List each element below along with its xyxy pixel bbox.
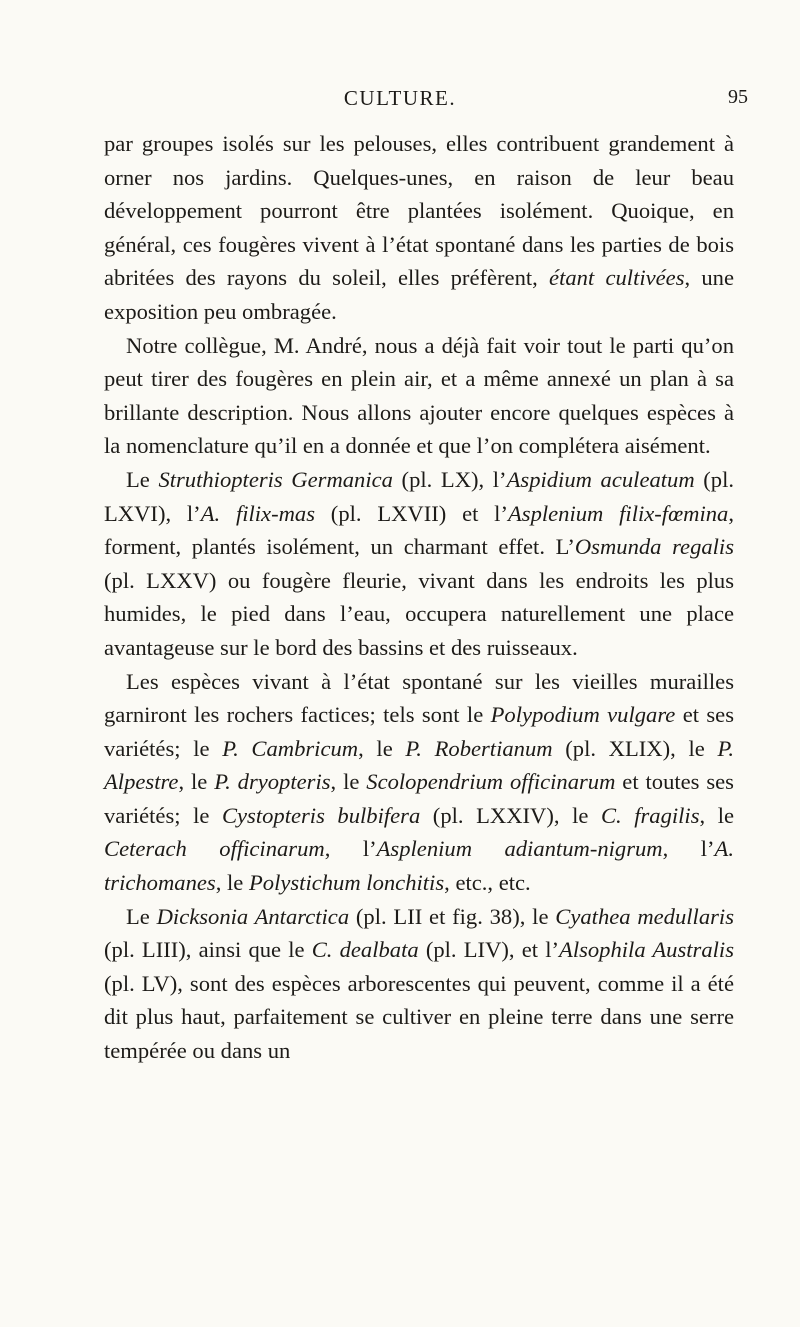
paragraph	[104, 900, 734, 1068]
text-run: , le	[330, 769, 367, 795]
italic-term: Dicksonia Antarctica	[156, 903, 350, 929]
italic-term: Alsophila Australis	[559, 937, 734, 963]
text-run: (pl. LIII), ainsi que le	[104, 937, 312, 963]
italic-term: Ceterach officinarum	[104, 836, 325, 862]
text-run: , le	[178, 769, 215, 795]
text-run: , une exposition peu ombragée.	[104, 265, 735, 324]
text-run: (pl. LXVI), l’	[104, 466, 735, 526]
running-title: CULTURE.	[343, 86, 457, 110]
italic-term: C. fragilis	[600, 802, 700, 828]
text-run: , le	[699, 802, 735, 828]
text-run: par groupes isolés sur les pelouses, elles contribuent grandement à orner nos jardins. Quelques-unes, en raison de leur beau développement pourront être plantées isolément. Quoique, en général, ces fougères vivent à l’état spontané dans les parties de bois abritées des rayons du soleil, elles préfèrent,	[104, 131, 734, 291]
text-run: et toutes ses variétés; le	[104, 769, 734, 828]
italic-term: P. dryopteris	[214, 769, 331, 795]
text-run: , forment, plantés isolément, un charmant effet. L’	[104, 500, 734, 560]
italic-term: étant cultivées	[549, 265, 685, 291]
italic-term: P. Alpestre	[104, 735, 734, 795]
text-run: , le	[358, 735, 406, 761]
italic-term: Osmunda regalis	[574, 534, 735, 560]
italic-term: Asplenium filix-fœmina	[507, 500, 729, 526]
paragraph	[104, 127, 734, 329]
text-run: Les espèces vivant à l’état spontané sur les vieilles murailles garniront les rochers factices; tels sont le	[104, 668, 734, 728]
italic-term: Polystichum lonchitis	[248, 870, 445, 896]
paragraph	[104, 665, 734, 900]
running-head	[0, 86, 800, 116]
page-number: 95	[728, 86, 748, 108]
italic-term: Scolopendrium officinarum	[366, 769, 616, 795]
text-run: Le	[126, 466, 159, 492]
text-run: , l’	[662, 836, 715, 862]
text-run: (pl. LII et fig. 38), le	[349, 903, 556, 929]
italic-term: Struthiopteris Germanica	[158, 466, 393, 492]
text-run: (pl. LXXV) ou fougère fleurie, vivant dans les endroits les plus humides, le pied dans l’eau, occupera naturellement une place avantageuse sur le bord des bassins et des ruisseaux.	[104, 567, 734, 660]
text-run: (pl. LXVII) et l’	[315, 500, 508, 526]
italic-term: Cystopteris bulbifera	[221, 802, 421, 828]
italic-term: A. filix-mas	[200, 500, 316, 526]
body-text	[104, 127, 734, 1068]
text-run: , l’	[324, 836, 377, 862]
text-run: , le	[215, 870, 249, 896]
text-run: (pl. LXXIV), le	[420, 802, 601, 828]
text-run: (pl. XLIX), le	[552, 735, 718, 761]
paragraph	[104, 463, 734, 665]
italic-term: A. trichomanes	[104, 836, 734, 896]
text-run: , etc., etc.	[444, 870, 531, 896]
text-run: Notre collègue, M. André, nous a déjà fait voir tout le parti qu’on peut tirer des fougères en plein air, et a même annexé un plan à sa brillante description. Nous allons ajouter encore quelques espèces à la nomenclature qu’il en a donnée et que l’on complétera aisément.	[104, 332, 734, 459]
text-run: (pl. LIV), et l’	[418, 937, 560, 963]
text-run: et ses variétés; le	[104, 702, 734, 761]
text-run: (pl. LV), sont des espèces arborescentes qui peuvent, comme il a été dit plus haut, parfaitement se cultiver en pleine terre dans une serre tempérée ou dans un	[104, 970, 734, 1064]
italic-term: C. dealbata	[311, 937, 419, 963]
italic-term: Aspidium aculeatum	[506, 466, 695, 492]
text-run: Le	[126, 903, 157, 929]
italic-term: P. Robertianum	[405, 735, 553, 761]
paragraph	[104, 329, 734, 463]
text-run: (pl. LX), l’	[392, 466, 507, 492]
italic-term: Asplenium adiantum-nigrum	[376, 836, 663, 862]
italic-term: Cyathea medullaris	[555, 903, 734, 929]
italic-term: Polypodium vulgare	[490, 702, 676, 728]
italic-term: P. Cambricum	[222, 735, 359, 761]
